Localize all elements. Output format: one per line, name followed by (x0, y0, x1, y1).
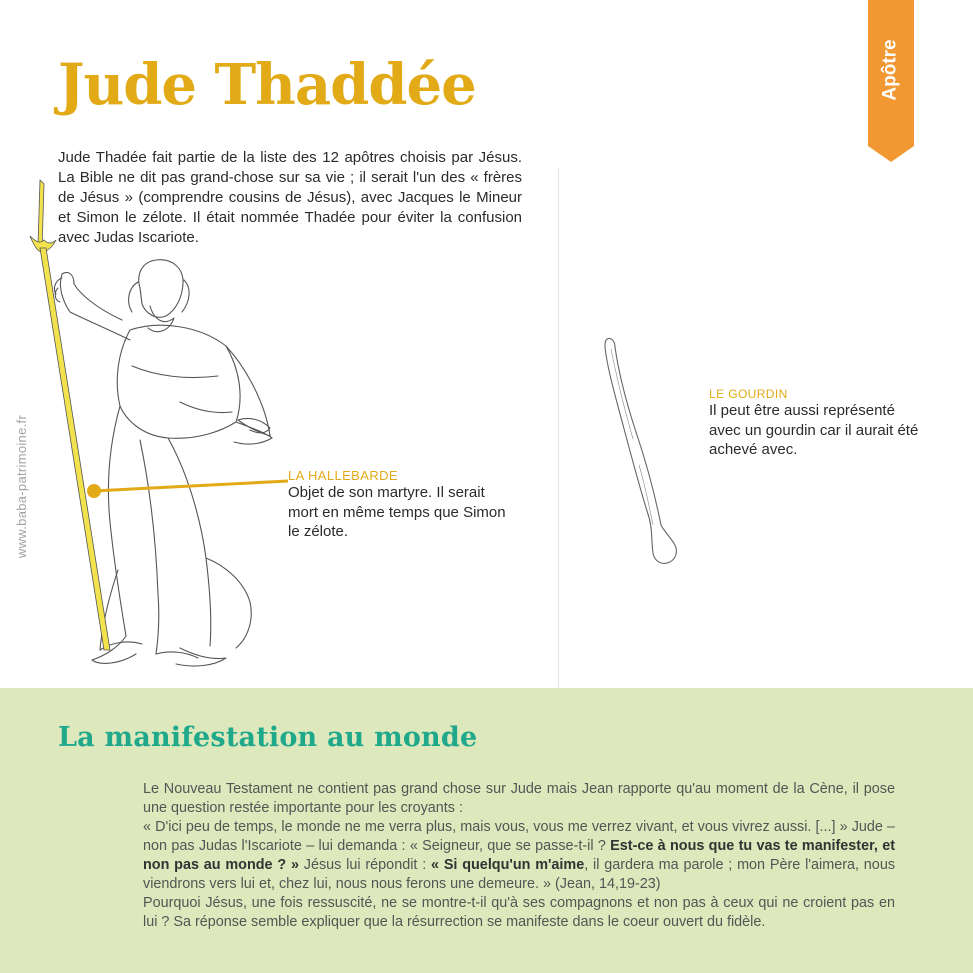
hallebarde-caption (288, 468, 518, 542)
category-label: Apôtre (880, 39, 902, 101)
hallebarde-text: Objet de son martyre. Il serait mort en même temps que Simon le zélote. (288, 484, 506, 540)
section-paragraph-2: Pourquoi Jésus, une fois ressuscité, ne se montre-t-il qu'à ses compagnons et non pas à ceux qui ne croient pas en lui ? Sa réponse semble expliquer que la résurrection se manifeste dans le coeur ouvert du fidèle. (143, 895, 895, 930)
category-ribbon-label (868, 0, 914, 140)
hallebarde-callout-line (94, 481, 288, 491)
gourdin-caption (709, 387, 929, 460)
gourdin-title: LE GOURDIN (709, 387, 788, 401)
club-icon (595, 335, 685, 570)
figure-feet (92, 636, 226, 666)
figure-head (139, 260, 183, 318)
saint-figure-illustration (0, 170, 290, 675)
figure-right-hand (238, 418, 270, 432)
figure-mantle (117, 325, 240, 438)
section-quote: « D'ici peu de temps, le monde ne me verra plus, mais vous, vous me verrez vivant, et vous vivrez aussi. [...] » Jude – non pas Judas l'Iscariote – lui demanda : « Seigneur, que se passe-t-il ? Est-ce à nous que tu vas te manifester, et non pas au monde ? » Jésus lui répondit : « Si quelqu'un m'aime, il gardera ma parole ; mon Père l'aimera, nous viendrons vers lui et, chez lui, nous nous ferons une demeure. » (Jean, 14,19-23) (143, 819, 896, 892)
page-title: Jude Thaddée (58, 52, 476, 118)
intro-text: Jude Thadée fait partie de la liste des 12 apôtres choisis par Jésus. La Bible ne dit pas grand-chose sur sa vie ; il serait l'un des « frères de Jésus » (comprendre cousins de Jésus), avec Jacques le Mineur et Simon le zélote. Il était nommée Thadée pour éviter la confusion avec Judas Iscariote. (58, 149, 522, 246)
section-title: La manifestation au monde (58, 722, 478, 753)
hallebarde-callout-dot (87, 484, 101, 498)
section-body (143, 780, 895, 932)
figure-raised-arm (60, 272, 130, 340)
halberd-icon (30, 180, 110, 650)
hallebarde-title: LA HALLEBARDE (288, 468, 398, 483)
watermark-text: www.baba-patrimoine.fr (14, 414, 30, 558)
section-paragraph-1: Le Nouveau Testament ne contient pas grand chose sur Jude mais Jean rapporte qu'au moment de la Cène, il pose une question restée importante pour les croyants : (143, 781, 895, 816)
gourdin-text: Il peut être aussi représenté avec un gourdin car il aurait été achevé avec. (709, 402, 919, 458)
column-divider (558, 168, 559, 688)
